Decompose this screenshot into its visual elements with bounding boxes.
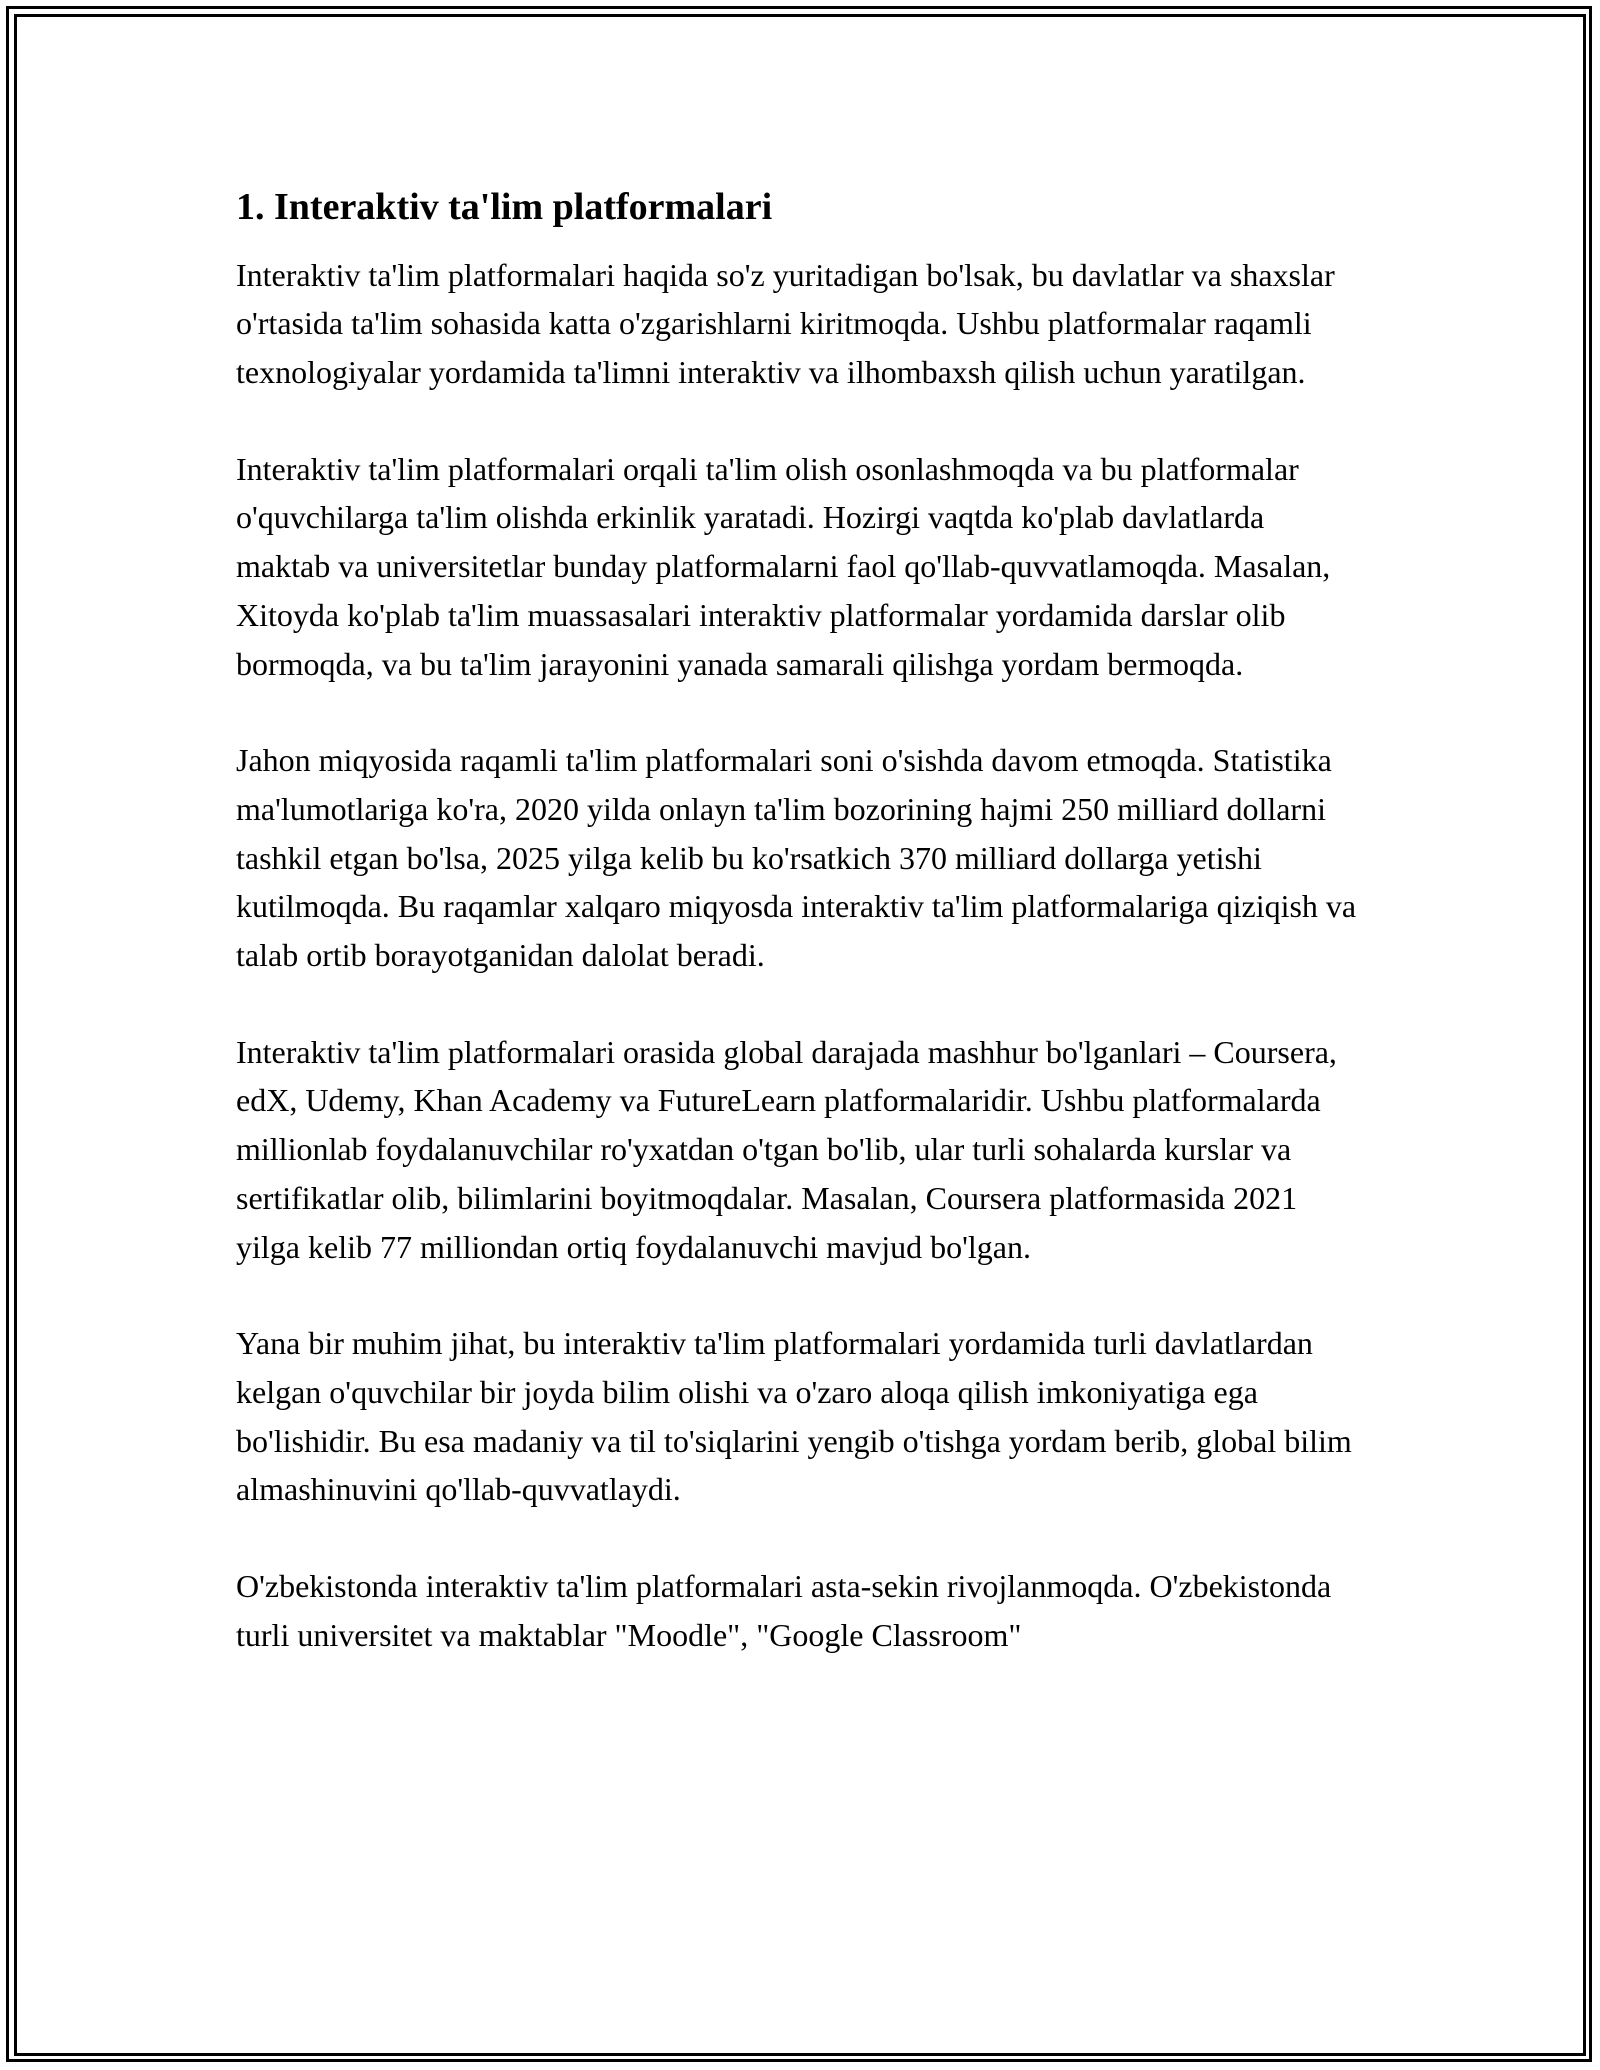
section-heading: 1. Interaktiv ta'lim platformalari	[236, 186, 773, 228]
paragraph-6: O'zbekistonda interaktiv ta'lim platformalari asta-sekin rivojlanmoqda. O'zbekistonda turli universitet va maktablar "Moodle", "Google Classroom"	[236, 1568, 1332, 1653]
paragraph-3: Jahon miqyosida raqamli ta'lim platformalari soni o'sishda davom etmoqda. Statistika ma'lumotlariga ko'ra, 2020 yilda onlayn ta'lim bozorining hajmi 250 milliard dollarni tashkil etgan bo'lsa, 2025 yilga kelib bu ko'rsatkich 370 milliard dollarga yetishi kutilmoqda. Bu raqamlar xalqaro miqyosda interaktiv ta'lim platformalariga qiziqish va talab ortib borayotganidan dalolat beradi.	[236, 742, 1357, 974]
paragraph-1: Interaktiv ta'lim platformalari haqida so'z yuritadigan bo'lsak, bu davlatlar va shaxslar o'rtasida ta'lim sohasida katta o'zgarishlarni kiritmoqda. Ushbu platformalar raqamli texnologiyalar yordamida ta'limni interaktiv va ilhombaxsh qilish uchun yaratilgan.	[236, 256, 1335, 390]
document-body	[236, 185, 1366, 1707]
paragraph-4: Interaktiv ta'lim platformalari orasida global darajada mashhur bo'lganlari – Coursera, edX, Udemy, Khan Academy va FutureLearn platformalaridir. Ushbu platformalarda millionlab foydalanuvchilar ro'yxatdan o'tgan bo'lib, ular turli sohalarda kurslar va sertifikatlar olib, bilimlarini boyitmoqdalar. Masalan, Coursera platformasida 2021 yilga kelib 77 milliondan ortiq foydalanuvchi mavjud bo'lgan.	[236, 1033, 1337, 1265]
paragraph-5: Yana bir muhim jihat, bu interaktiv ta'lim platformalari yordamida turli davlatlardan kelgan o'quvchilar bir joyda bilim olishi va o'zaro aloqa qilish imkoniyatiga ega bo'lishidir. Bu esa madaniy va til to'siqlarini yengib o'tishga yordam berib, global bilim almashinuvini qo'llab-quvvatlaydi.	[236, 1325, 1352, 1508]
paragraph-2: Interaktiv ta'lim platformalari orqali ta'lim olish osonlashmoqda va bu platformalar o'quvchilarga ta'lim olishda erkinlik yaratadi. Hozirgi vaqtda ko'plab davlatlarda maktab va universitetlar bunday platformalarni faol qo'llab-quvvatlamoqda. Masalan, Xitoyda ko'plab ta'lim muassasalari interaktiv platformalar yordamida darslar olib bormoqda, va bu ta'lim jarayonini yanada samarali qilishga yordam bermoqda.	[236, 450, 1331, 682]
